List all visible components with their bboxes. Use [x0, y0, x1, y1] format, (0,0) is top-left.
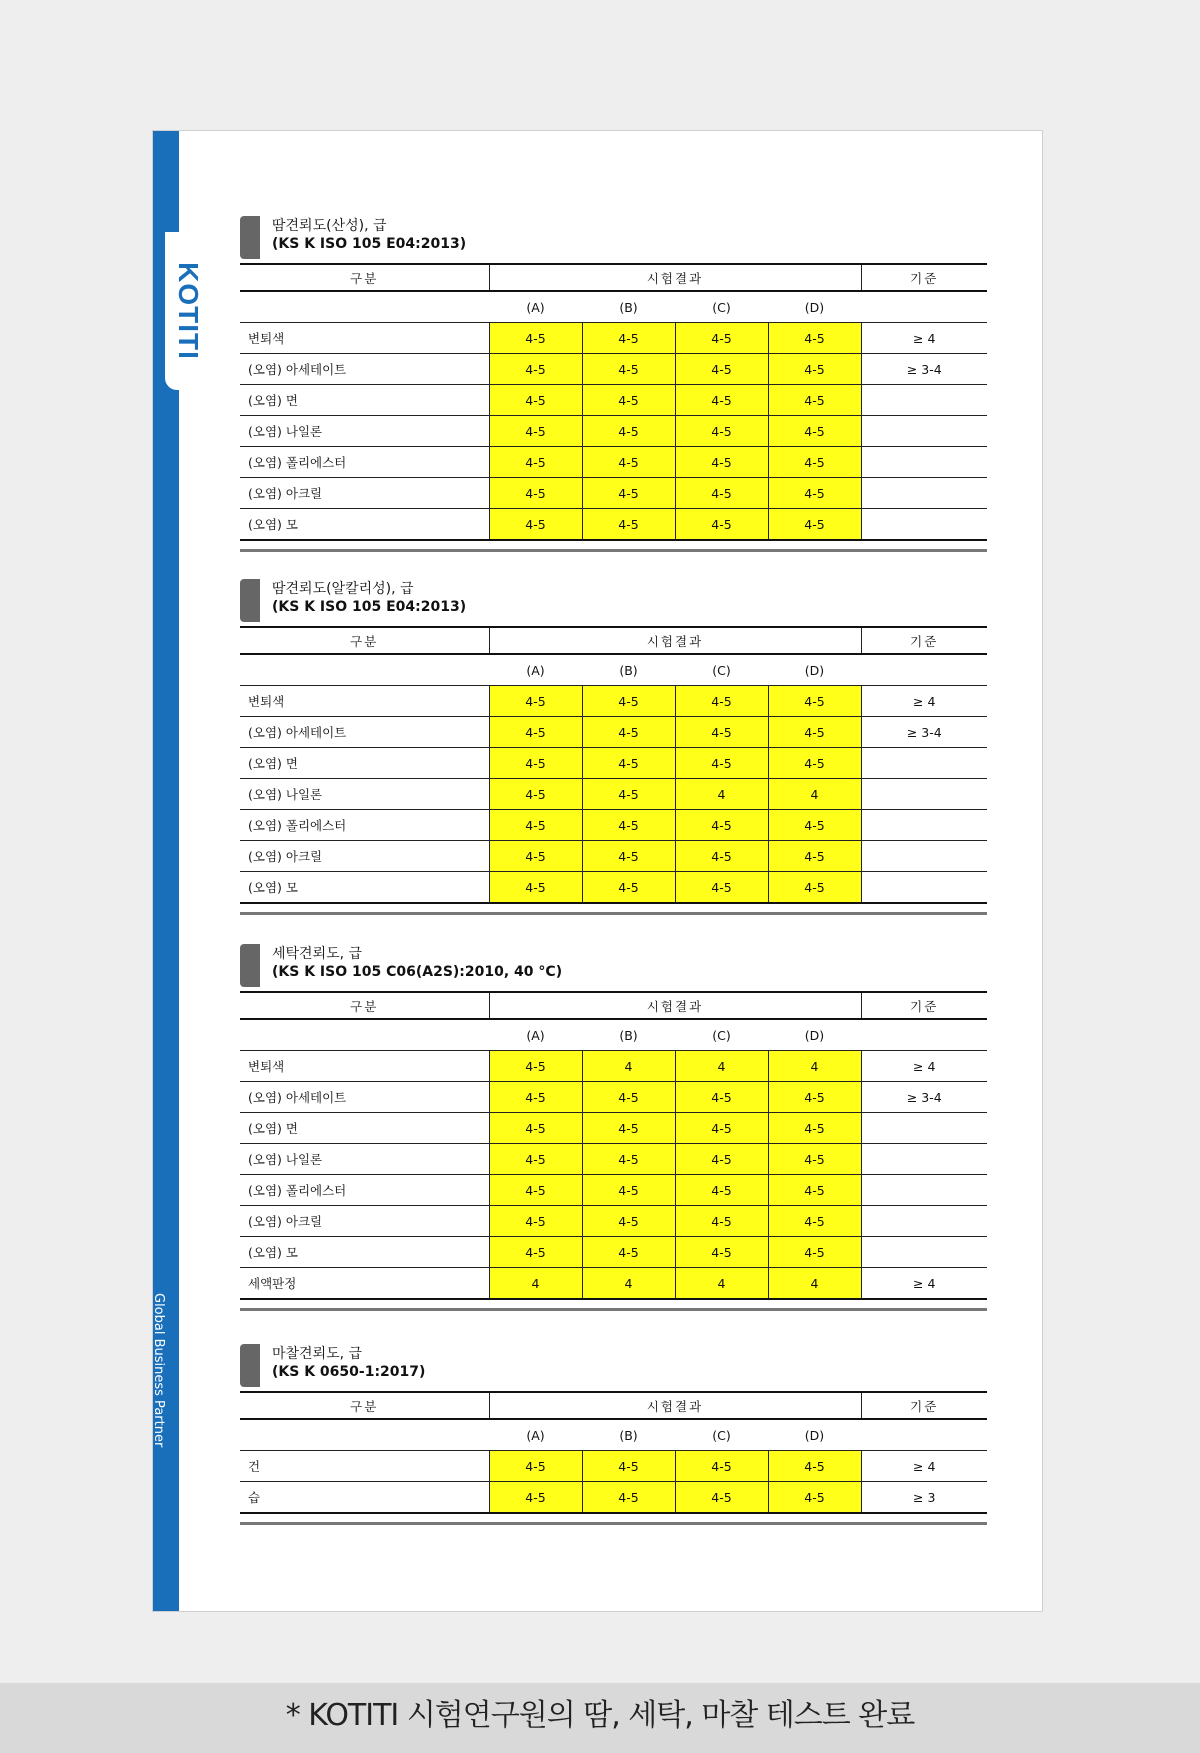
header-sample: (D) [768, 654, 861, 686]
result-cell: 4-5 [675, 686, 768, 717]
table-row [240, 779, 987, 810]
result-cell: 4-5 [489, 686, 582, 717]
section-marker [240, 216, 260, 259]
table-row [240, 1237, 987, 1268]
result-cell: 4-5 [582, 1082, 675, 1113]
table-row [240, 1451, 987, 1482]
result-cell: 4-5 [582, 872, 675, 904]
table-row [240, 1206, 987, 1237]
header-result: 시험결과 [489, 627, 861, 654]
header-result: 시험결과 [489, 264, 861, 291]
result-cell: 4-5 [675, 1144, 768, 1175]
result-cell: 4-5 [675, 841, 768, 872]
result-cell: 4 [489, 1268, 582, 1300]
result-cell: 4-5 [489, 1237, 582, 1268]
result-cell: 4-5 [768, 1113, 861, 1144]
header-blank [240, 654, 489, 686]
header-sample: (C) [675, 1019, 768, 1051]
section-marker [240, 944, 260, 987]
result-cell: 4-5 [489, 872, 582, 904]
table-row [240, 717, 987, 748]
report-page [152, 130, 1043, 1612]
result-cell: 4-5 [768, 323, 861, 354]
table-row [240, 323, 987, 354]
criterion-cell: ≥ 3-4 [861, 1082, 987, 1113]
result-cell: 4-5 [768, 841, 861, 872]
result-cell: 4-5 [489, 1206, 582, 1237]
result-cell: 4-5 [768, 354, 861, 385]
header-sample: (D) [768, 1419, 861, 1451]
section-header [240, 939, 987, 991]
result-cell: 4-5 [582, 1144, 675, 1175]
result-cell: 4-5 [489, 447, 582, 478]
result-cell: 4 [768, 1268, 861, 1300]
result-cell: 4-5 [768, 1175, 861, 1206]
header-category: 구분 [240, 264, 489, 291]
table-row [240, 1144, 987, 1175]
result-cell: 4-5 [489, 1175, 582, 1206]
result-cell: 4 [675, 1268, 768, 1300]
result-cell: 4-5 [489, 841, 582, 872]
table-row [240, 1482, 987, 1514]
result-cell: 4-5 [489, 354, 582, 385]
result-cell: 4-5 [489, 1051, 582, 1082]
logo-tab [165, 232, 211, 390]
result-cell: 4-5 [768, 717, 861, 748]
section-divider [240, 904, 987, 912]
table-row [240, 1113, 987, 1144]
header-criterion: 기준 [861, 627, 987, 654]
result-cell: 4 [582, 1051, 675, 1082]
row-label: (오염) 면 [240, 385, 489, 416]
result-cell: 4-5 [675, 1113, 768, 1144]
result-cell: 4-5 [768, 686, 861, 717]
header-blank [861, 1019, 987, 1051]
result-cell: 4-5 [675, 385, 768, 416]
result-cell: 4-5 [675, 509, 768, 541]
result-cell: 4-5 [489, 810, 582, 841]
row-label: (오염) 나일론 [240, 1144, 489, 1175]
criterion-cell: ≥ 4 [861, 686, 987, 717]
results-table [240, 263, 987, 541]
results-table [240, 626, 987, 904]
result-cell: 4-5 [768, 872, 861, 904]
header-sample: (C) [675, 291, 768, 323]
result-cell: 4-5 [768, 810, 861, 841]
results-table [240, 991, 987, 1300]
kotiti-logo: KOTITI [173, 262, 204, 360]
criterion-cell: ≥ 3 [861, 1482, 987, 1514]
row-label: 변퇴색 [240, 686, 489, 717]
result-cell: 4-5 [768, 1237, 861, 1268]
row-label: (오염) 폴리에스터 [240, 1175, 489, 1206]
header-sample: (B) [582, 1019, 675, 1051]
result-cell: 4-5 [675, 1175, 768, 1206]
table-row [240, 872, 987, 904]
test-section [240, 574, 987, 912]
section-divider [240, 1514, 987, 1522]
row-label: (오염) 나일론 [240, 779, 489, 810]
result-cell: 4-5 [489, 1144, 582, 1175]
table-row [240, 385, 987, 416]
result-cell: 4-5 [489, 1113, 582, 1144]
result-cell: 4-5 [675, 478, 768, 509]
criterion-cell [861, 1237, 987, 1268]
section-divider [240, 1300, 987, 1308]
result-cell: 4-5 [675, 323, 768, 354]
section-standard: (KS K ISO 105 C06(A2S):2010, 40 °C) [272, 964, 563, 980]
criterion-cell [861, 1113, 987, 1144]
header-result: 시험결과 [489, 992, 861, 1019]
result-cell: 4-5 [768, 1206, 861, 1237]
result-cell: 4-5 [582, 1237, 675, 1268]
slogan: Global Business Partner [151, 1293, 166, 1448]
section-marker [240, 1344, 260, 1387]
result-cell: 4-5 [675, 354, 768, 385]
result-cell: 4-5 [582, 779, 675, 810]
result-cell: 4-5 [489, 1082, 582, 1113]
result-cell: 4-5 [582, 810, 675, 841]
result-cell: 4-5 [489, 1451, 582, 1482]
result-cell: 4-5 [768, 416, 861, 447]
result-cell: 4-5 [675, 447, 768, 478]
criterion-cell: ≥ 3-4 [861, 717, 987, 748]
result-cell: 4-5 [582, 686, 675, 717]
header-blank [240, 1019, 489, 1051]
row-label: (오염) 아크릴 [240, 1206, 489, 1237]
header-sample: (D) [768, 1019, 861, 1051]
header-category: 구분 [240, 627, 489, 654]
table-row [240, 478, 987, 509]
result-cell: 4-5 [675, 1206, 768, 1237]
row-label: (오염) 아크릴 [240, 841, 489, 872]
result-cell: 4-5 [768, 447, 861, 478]
result-cell: 4 [582, 1268, 675, 1300]
section-standard: (KS K ISO 105 E04:2013) [272, 236, 467, 252]
header-blank [240, 1419, 489, 1451]
row-label: (오염) 모 [240, 872, 489, 904]
result-cell: 4-5 [582, 416, 675, 447]
header-criterion: 기준 [861, 992, 987, 1019]
result-cell: 4-5 [768, 509, 861, 541]
result-cell: 4-5 [582, 478, 675, 509]
result-cell: 4-5 [675, 416, 768, 447]
section-header [240, 211, 987, 263]
header-sample: (D) [768, 291, 861, 323]
section-title: 땀견뢰도(산성), 급 [272, 218, 387, 234]
criterion-cell [861, 1144, 987, 1175]
header-sample: (B) [582, 291, 675, 323]
result-cell: 4-5 [582, 1175, 675, 1206]
result-cell: 4-5 [489, 717, 582, 748]
result-cell: 4-5 [675, 1451, 768, 1482]
result-cell: 4-5 [582, 447, 675, 478]
criterion-cell [861, 447, 987, 478]
result-cell: 4-5 [489, 1482, 582, 1514]
row-label: (오염) 아크릴 [240, 478, 489, 509]
result-cell: 4-5 [489, 385, 582, 416]
result-cell: 4-5 [582, 385, 675, 416]
criterion-cell: ≥ 4 [861, 323, 987, 354]
result-cell: 4-5 [768, 478, 861, 509]
section-marker [240, 579, 260, 622]
result-cell: 4-5 [489, 323, 582, 354]
result-cell: 4-5 [489, 478, 582, 509]
result-cell: 4-5 [489, 509, 582, 541]
result-cell: 4-5 [768, 1144, 861, 1175]
section-standard: (KS K 0650-1:2017) [272, 1364, 426, 1380]
result-cell: 4-5 [582, 1113, 675, 1144]
row-label: (오염) 면 [240, 1113, 489, 1144]
criterion-cell [861, 509, 987, 541]
row-label: 습 [240, 1482, 489, 1514]
result-cell: 4-5 [675, 1082, 768, 1113]
result-cell: 4-5 [582, 748, 675, 779]
section-header [240, 574, 987, 626]
header-sample: (C) [675, 1419, 768, 1451]
table-row [240, 810, 987, 841]
test-section [240, 1339, 987, 1522]
result-cell: 4-5 [582, 1206, 675, 1237]
result-cell: 4-5 [675, 1237, 768, 1268]
results-table [240, 1391, 987, 1514]
result-cell: 4-5 [768, 1482, 861, 1514]
row-label: (오염) 모 [240, 509, 489, 541]
result-cell: 4-5 [768, 1082, 861, 1113]
criterion-cell [861, 748, 987, 779]
row-label: 변퇴색 [240, 1051, 489, 1082]
header-sample: (B) [582, 1419, 675, 1451]
header-criterion: 기준 [861, 1392, 987, 1419]
row-label: 세액판정 [240, 1268, 489, 1300]
row-label: (오염) 나일론 [240, 416, 489, 447]
header-result: 시험결과 [489, 1392, 861, 1419]
result-cell: 4 [675, 1051, 768, 1082]
header-sample: (A) [489, 291, 582, 323]
row-label: (오염) 면 [240, 748, 489, 779]
result-cell: 4 [768, 779, 861, 810]
section-standard: (KS K ISO 105 E04:2013) [272, 599, 467, 615]
header-sample: (C) [675, 654, 768, 686]
result-cell: 4-5 [768, 385, 861, 416]
result-cell: 4-5 [489, 779, 582, 810]
header-blank [240, 291, 489, 323]
section-title: 땀견뢰도(알칼리성), 급 [272, 581, 414, 597]
header-blank [861, 291, 987, 323]
table-row [240, 354, 987, 385]
result-cell: 4 [768, 1051, 861, 1082]
row-label: 건 [240, 1451, 489, 1482]
row-label: (오염) 폴리에스터 [240, 810, 489, 841]
criterion-cell [861, 385, 987, 416]
row-label: (오염) 아세테이트 [240, 1082, 489, 1113]
criterion-cell: ≥ 3-4 [861, 354, 987, 385]
section-title: 마찰견뢰도, 급 [272, 1346, 363, 1362]
header-blank [861, 654, 987, 686]
table-row [240, 1051, 987, 1082]
test-section [240, 939, 987, 1308]
result-cell: 4-5 [582, 1482, 675, 1514]
header-sample: (A) [489, 1419, 582, 1451]
result-cell: 4-5 [675, 1482, 768, 1514]
section-header [240, 1339, 987, 1391]
criterion-cell [861, 841, 987, 872]
row-label: (오염) 아세테이트 [240, 717, 489, 748]
result-cell: 4-5 [582, 509, 675, 541]
table-row [240, 1175, 987, 1206]
table-row [240, 1268, 987, 1300]
row-label: (오염) 모 [240, 1237, 489, 1268]
header-sample: (B) [582, 654, 675, 686]
result-cell: 4-5 [489, 416, 582, 447]
result-cell: 4-5 [675, 810, 768, 841]
row-label: (오염) 폴리에스터 [240, 447, 489, 478]
table-row [240, 509, 987, 541]
result-cell: 4-5 [675, 872, 768, 904]
test-section [240, 211, 987, 549]
table-row [240, 416, 987, 447]
result-cell: 4-5 [582, 1451, 675, 1482]
table-row [240, 841, 987, 872]
criterion-cell [861, 779, 987, 810]
header-sample: (A) [489, 1019, 582, 1051]
criterion-cell [861, 1175, 987, 1206]
criterion-cell: ≥ 4 [861, 1268, 987, 1300]
result-cell: 4-5 [582, 354, 675, 385]
result-cell: 4-5 [768, 748, 861, 779]
section-title: 세탁견뢰도, 급 [272, 946, 363, 962]
result-cell: 4-5 [582, 323, 675, 354]
result-cell: 4-5 [768, 1451, 861, 1482]
criterion-cell [861, 1206, 987, 1237]
section-divider [240, 541, 987, 549]
result-cell: 4-5 [489, 748, 582, 779]
table-row [240, 447, 987, 478]
criterion-cell [861, 478, 987, 509]
result-cell: 4-5 [675, 748, 768, 779]
row-label: (오염) 아세테이트 [240, 354, 489, 385]
criterion-cell [861, 872, 987, 904]
table-row [240, 1082, 987, 1113]
criterion-cell: ≥ 4 [861, 1051, 987, 1082]
row-label: 변퇴색 [240, 323, 489, 354]
result-cell: 4-5 [582, 841, 675, 872]
table-row [240, 686, 987, 717]
header-criterion: 기준 [861, 264, 987, 291]
caption: * KOTITI 시험연구원의 땀, 세탁, 마찰 테스트 완료 [0, 1683, 1200, 1753]
result-cell: 4-5 [675, 717, 768, 748]
criterion-cell: ≥ 4 [861, 1451, 987, 1482]
result-cell: 4 [675, 779, 768, 810]
header-sample: (A) [489, 654, 582, 686]
table-row [240, 748, 987, 779]
header-blank [861, 1419, 987, 1451]
criterion-cell [861, 810, 987, 841]
criterion-cell [861, 416, 987, 447]
result-cell: 4-5 [582, 717, 675, 748]
header-category: 구분 [240, 992, 489, 1019]
header-category: 구분 [240, 1392, 489, 1419]
